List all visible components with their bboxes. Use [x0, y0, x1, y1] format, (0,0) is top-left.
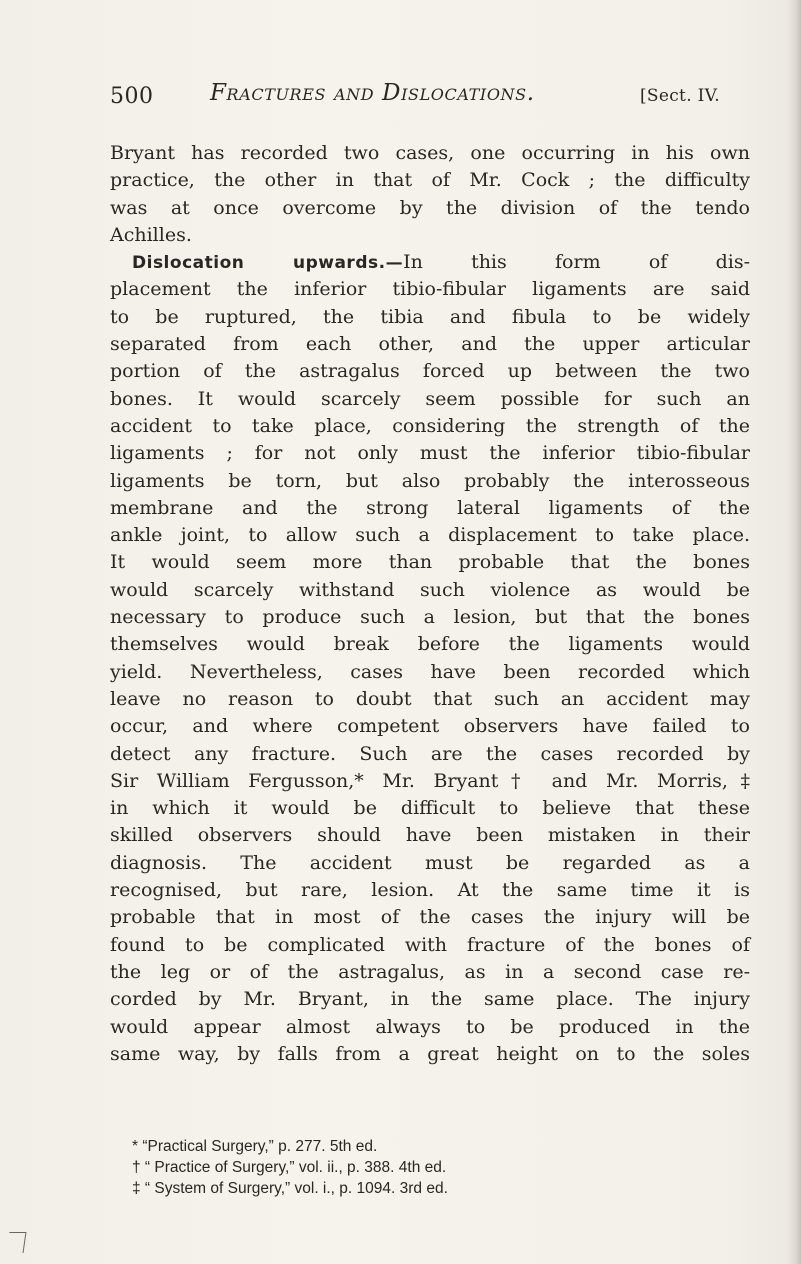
text-line: was at once overcome by the division of the tendo: [110, 196, 750, 219]
text-line: It would seem more than probable that the bones: [110, 551, 750, 574]
text-line: occur, and where competent observers have failed to: [110, 715, 750, 738]
text-line: bones. It would scarcely seem possible for such an: [110, 387, 750, 410]
text-line: portion of the astragalus forced up between the two: [110, 360, 750, 383]
running-header: [110, 76, 750, 116]
footnote: † “ Practice of Surgery,” vol. ii., p. 388. 4th ed.: [132, 1159, 447, 1176]
body-text: [110, 140, 750, 1068]
text-line: ligaments be torn, but also probably the interosseous: [110, 469, 750, 492]
text-line: to be ruptured, the tibia and fibula to be widely: [110, 305, 750, 328]
text-line: same way, by falls from a great height on to the soles: [110, 1042, 750, 1065]
text-line: leave no reason to doubt that such an accident may: [110, 687, 750, 710]
text-line: separated from each other, and the upper articular: [110, 333, 750, 356]
text-line: recognised, but rare, lesion. At the same time it is: [110, 879, 750, 902]
text-line: diagnosis. The accident must be regarded as a: [110, 851, 750, 874]
page-corner-mark: [7, 1232, 27, 1253]
text-line: the leg or of the astragalus, as in a second case re-: [110, 960, 750, 983]
running-title: Fractures and Dislocations.: [210, 80, 535, 106]
text-line: would scarcely withstand such violence as would be: [110, 578, 750, 601]
text-line: in which it would be difficult to believe that these: [110, 797, 750, 820]
text-line: corded by Mr. Bryant, in the same place. The injury: [110, 988, 750, 1011]
text-line: Bryant has recorded two cases, one occurring in his own: [110, 142, 750, 164]
text-line: themselves would break before the ligaments would: [110, 633, 750, 656]
paragraph-opening-line: [110, 249, 750, 276]
section-marker: [Sect. IV.: [640, 86, 720, 106]
page-edge-shadow: [787, 0, 801, 1264]
text-line: skilled observers should have been mistaken in their: [110, 824, 750, 847]
text-line: found to be complicated with fracture of the bones of: [110, 933, 750, 956]
text-line: ankle joint, to allow such a displacement to take place.: [110, 524, 750, 547]
text-line: detect any fracture. Such are the cases recorded by: [110, 742, 750, 765]
text-line: practice, the other in that of Mr. Cock ; the difficulty: [110, 169, 750, 192]
text-line: In this form of dis-: [403, 251, 750, 274]
text-line: Achilles.: [110, 223, 192, 246]
text-line: would appear almost always to be produced in the: [110, 1015, 750, 1038]
text-line: ligaments ; for not only must the inferior tibio-fibular: [110, 442, 750, 465]
text-line: Sir William Fergusson,* Mr. Bryant† and Mr. Morris,‡: [110, 769, 750, 792]
text-line: placement the inferior tibio-fibular ligaments are said: [110, 278, 750, 301]
text-line: membrane and the strong lateral ligaments of the: [110, 496, 750, 519]
section-heading: Dislocation upwards.—: [132, 253, 404, 274]
text-line: yield. Nevertheless, cases have been recorded which: [110, 660, 750, 683]
footnote: * “Practical Surgery,” p. 277. 5th ed.: [132, 1138, 378, 1155]
text-line: necessary to produce such a lesion, but that the bones: [110, 606, 750, 629]
page-number: 500: [110, 84, 154, 109]
footnotes: [132, 1136, 752, 1199]
text-line: accident to take place, considering the strength of the: [110, 414, 750, 437]
footnote: ‡ “ System of Surgery,” vol. i., p. 1094. 3rd ed.: [132, 1180, 448, 1197]
text-line: probable that in most of the cases the injury will be: [110, 906, 750, 929]
